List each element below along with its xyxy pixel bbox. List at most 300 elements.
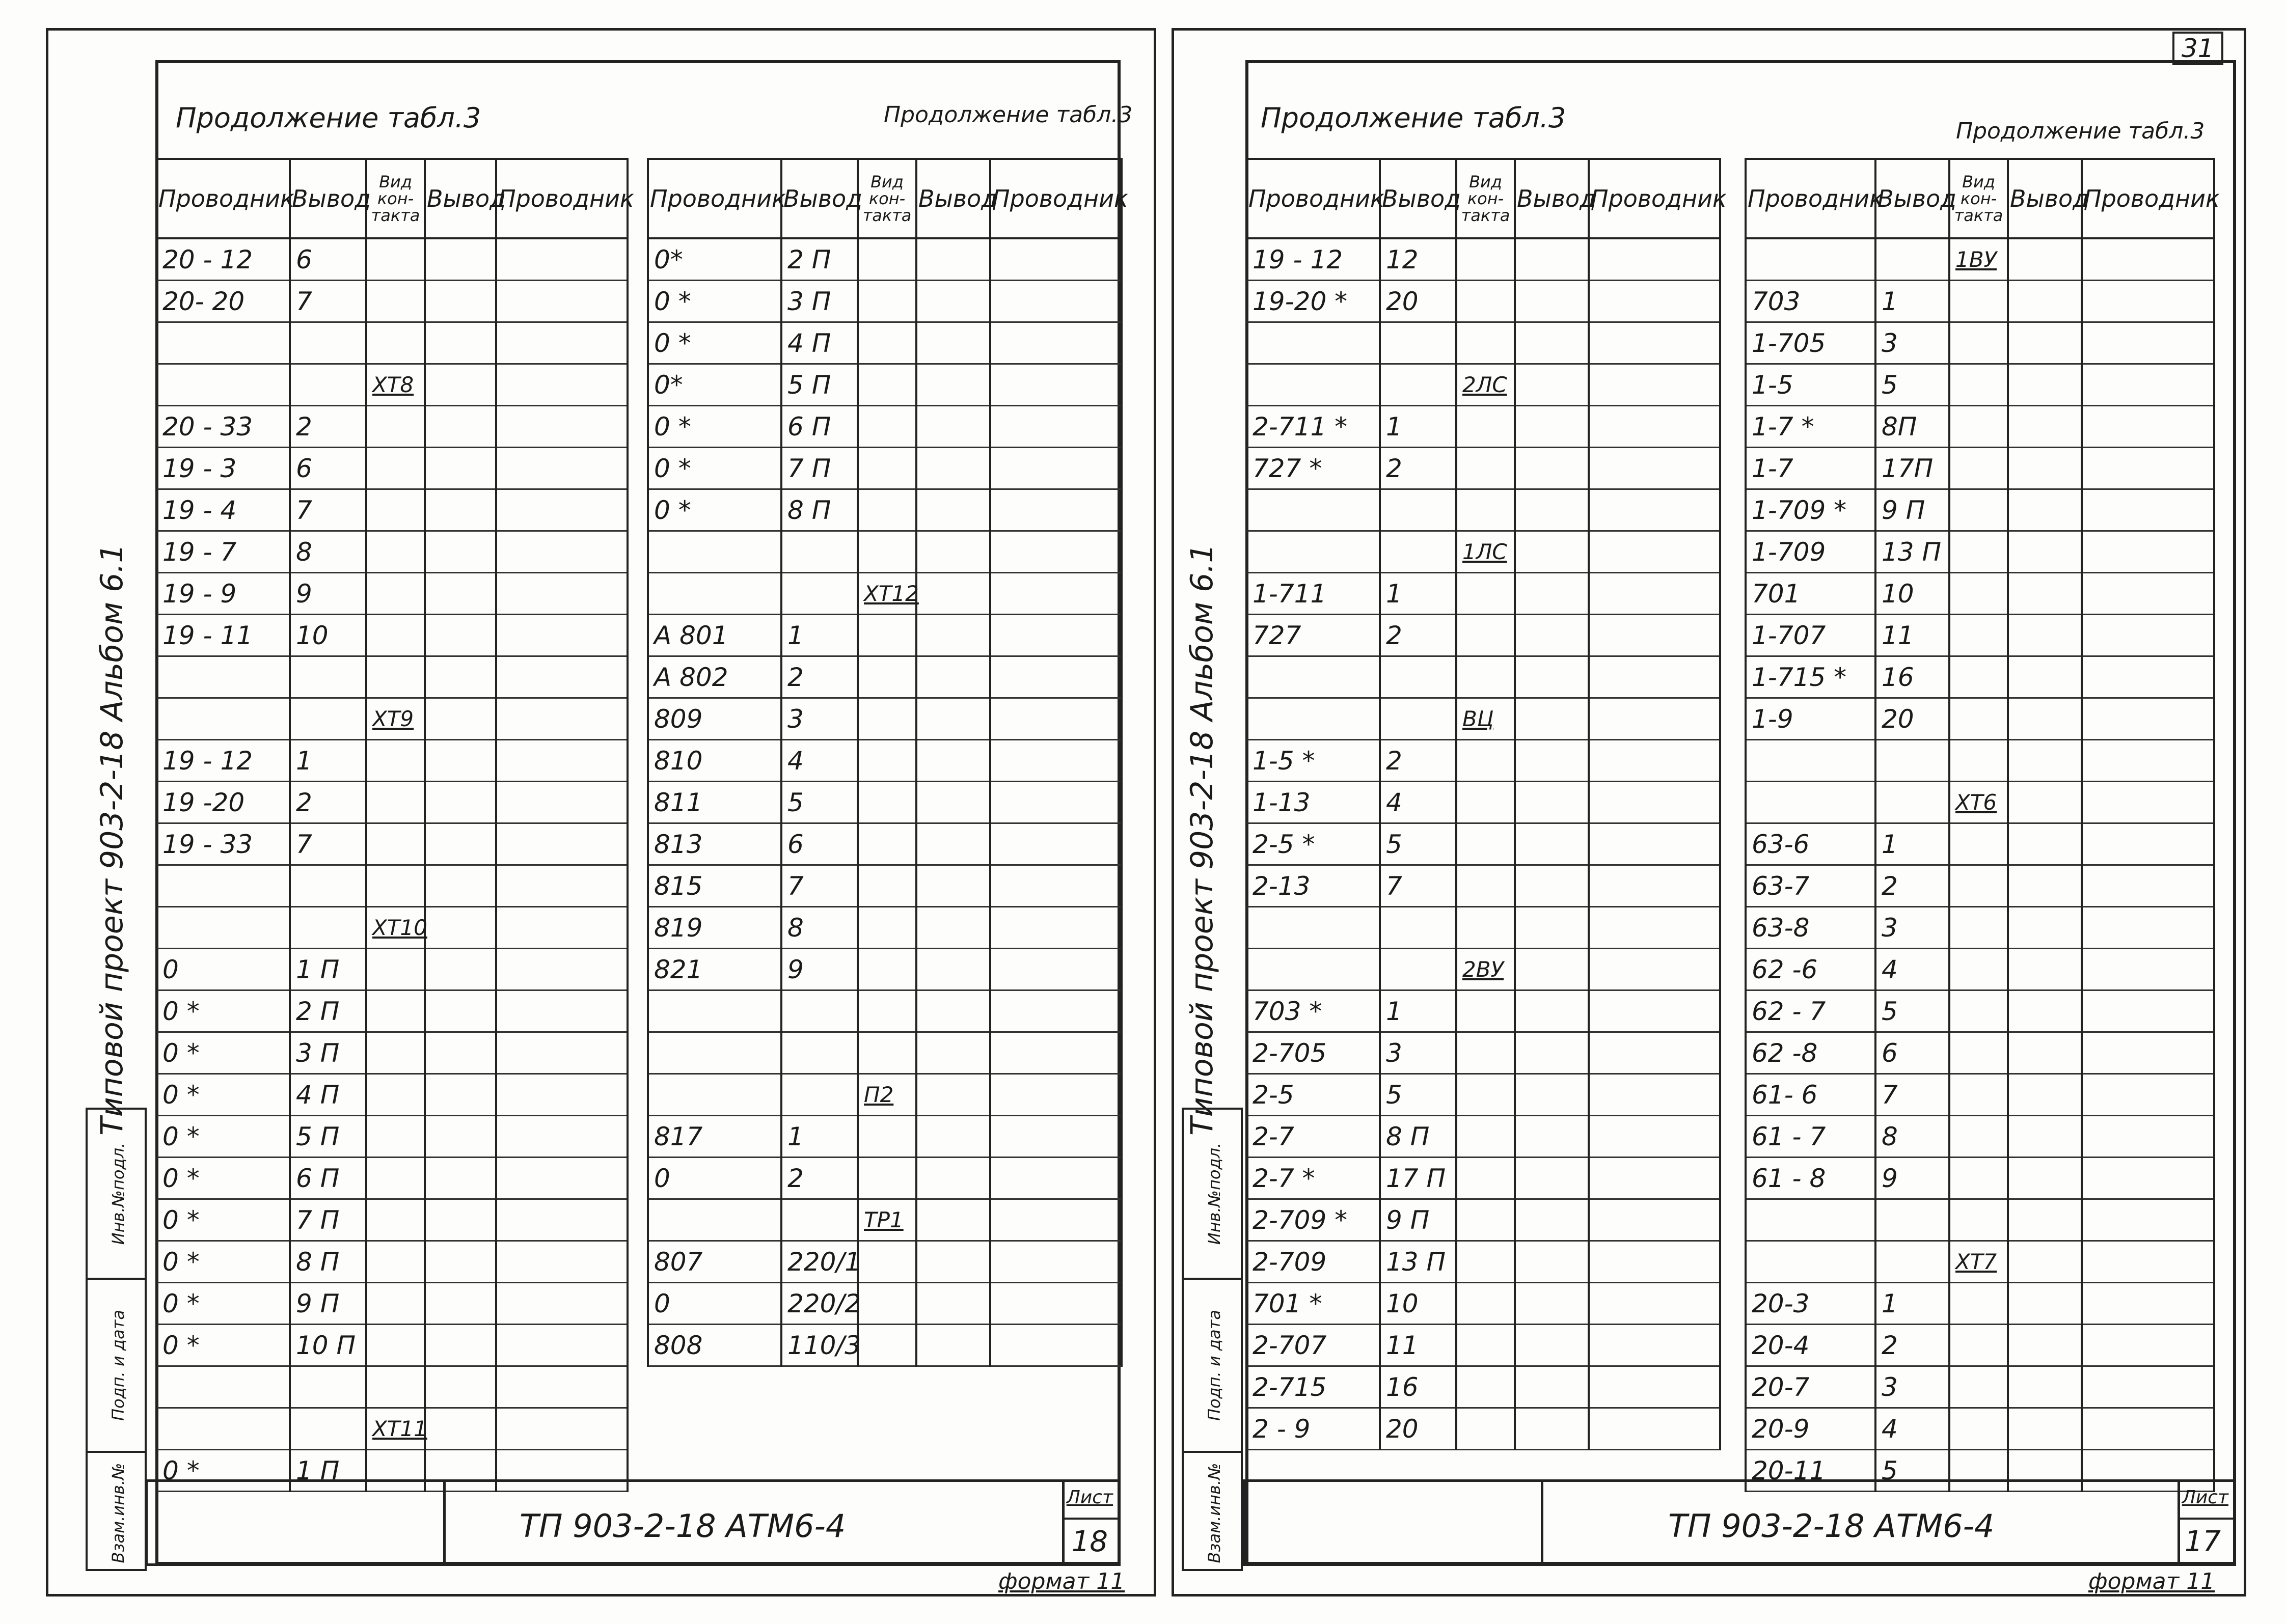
table-cell: 2-7 [1246, 1116, 1380, 1158]
table-cell: 0* [648, 238, 781, 281]
table-cell: 62 -6 [1746, 949, 1875, 990]
table-row [1746, 406, 2214, 448]
table-cell [366, 949, 425, 990]
table-cell [858, 1116, 916, 1158]
table-cell [1875, 238, 1949, 281]
table-row [1746, 1325, 2214, 1366]
col-header: Проводник [1246, 159, 1380, 238]
table-cell [425, 656, 496, 698]
table-cell: 1-7 [1746, 448, 1875, 489]
table-cell [1515, 1366, 1589, 1408]
table-cell [1246, 698, 1380, 740]
table-cell [1456, 990, 1515, 1032]
table-row [648, 656, 1122, 698]
table-cell [2008, 698, 2082, 740]
table-cell [990, 1199, 1122, 1241]
table-cell [648, 990, 781, 1032]
table-cell: 2-707 [1246, 1325, 1380, 1366]
table-cell [1456, 281, 1515, 322]
table-cell: 20 [1380, 281, 1456, 322]
table-cell [1456, 656, 1515, 698]
table-cell [1246, 949, 1380, 990]
table-cell [1456, 1074, 1515, 1116]
table-header-row [1746, 159, 2214, 238]
table-cell [858, 615, 916, 656]
table-row [156, 990, 628, 1032]
table-cell: 2-709 [1246, 1241, 1380, 1283]
table-cell [858, 448, 916, 489]
table-cell [990, 782, 1122, 823]
table-cell [1746, 1199, 1875, 1241]
table-cell [1949, 865, 2008, 907]
col-header: Проводник [1589, 159, 1720, 238]
table-cell [858, 406, 916, 448]
table-cell [858, 364, 916, 406]
table-cell: 2 [1380, 448, 1456, 489]
table-cell [1246, 364, 1380, 406]
table-row [1246, 907, 1720, 949]
table-cell [858, 1325, 916, 1366]
table-cell: 0 * [156, 1032, 290, 1074]
table-cell [1456, 615, 1515, 656]
table-cell [1515, 1241, 1589, 1283]
table-cell [1949, 698, 2008, 740]
table-cell [990, 1325, 1122, 1366]
table-cell [156, 656, 290, 698]
table-cell [425, 573, 496, 615]
table-cell [990, 1283, 1122, 1325]
table-cell: 19 -20 [156, 782, 290, 823]
table-cell: 2-5 [1246, 1074, 1380, 1116]
table-cell [2008, 531, 2082, 573]
table-cell [1949, 531, 2008, 573]
table-cell [496, 322, 628, 364]
table-cell [858, 990, 916, 1032]
table-cell [1515, 990, 1589, 1032]
table-cell [1949, 615, 2008, 656]
table-cell [1949, 406, 2008, 448]
table-cell [2082, 865, 2214, 907]
table-row [648, 990, 1122, 1032]
table-cell [496, 1032, 628, 1074]
table-cell [2008, 1241, 2082, 1283]
table-cell [496, 615, 628, 656]
table-cell [425, 823, 496, 865]
table-cell [858, 740, 916, 782]
table-cell [916, 1116, 990, 1158]
table-cell [366, 573, 425, 615]
table-row [1246, 531, 1720, 573]
strip-label: Взам.инв.№ [108, 1463, 128, 1563]
table-cell: 3 [1380, 1032, 1456, 1074]
table-cell [2008, 990, 2082, 1032]
table-cell [366, 531, 425, 573]
table-cell: 1 [1875, 823, 1949, 865]
table-cell: 2 - 9 [1246, 1408, 1380, 1450]
table-row [156, 489, 628, 531]
table-cell [916, 1325, 990, 1366]
table-cell [366, 1366, 425, 1408]
table-cell: 4 П [781, 322, 858, 364]
table-cell [1456, 406, 1515, 448]
left-margin-title [94, 168, 155, 1136]
col-header: Вывод [425, 159, 496, 238]
table-cell [916, 1241, 990, 1283]
table-cell [916, 406, 990, 448]
table-cell: 7 [290, 281, 366, 322]
table-cell [916, 364, 990, 406]
table-cell [648, 573, 781, 615]
col-header: Проводник [2082, 159, 2214, 238]
table-cell: 17 П [1380, 1158, 1456, 1199]
table-cell [916, 782, 990, 823]
stamp-divider [1062, 1482, 1065, 1563]
table-cell [290, 865, 366, 907]
table-cell [425, 949, 496, 990]
table-cell [2008, 1074, 2082, 1116]
table-cell [496, 698, 628, 740]
table-cell [1949, 1325, 2008, 1366]
table-cell: 6 [781, 823, 858, 865]
table-cell [648, 1074, 781, 1116]
table-cell [2008, 448, 2082, 489]
table-cell [2008, 573, 2082, 615]
table-cell: 12 [1380, 238, 1456, 281]
table-cell: 0 * [156, 1450, 290, 1492]
table-row [1746, 489, 2214, 531]
strip-label: Подп. и дата [108, 1310, 128, 1421]
table-row [1246, 1158, 1720, 1199]
table-cell [1589, 1074, 1720, 1116]
table-cell: 0 * [648, 281, 781, 322]
table-cell [1515, 1158, 1589, 1199]
table-cell: 2 [1875, 865, 1949, 907]
table-cell [496, 406, 628, 448]
table-cell: 13 П [1380, 1241, 1456, 1283]
table-cell [1949, 949, 2008, 990]
table-cell: 9 П [1875, 489, 1949, 531]
table-cell: 20- 20 [156, 281, 290, 322]
table-cell [366, 322, 425, 364]
stamp-divider [1541, 1482, 1543, 1563]
table-cell [366, 489, 425, 531]
table-cell: 6 [290, 238, 366, 281]
table-cell: 0 * [156, 1116, 290, 1158]
table-cell [1949, 1032, 2008, 1074]
table-cell [916, 489, 990, 531]
table-cell [858, 281, 916, 322]
table-cell [1949, 990, 2008, 1032]
table-cell [1949, 1199, 2008, 1241]
table-cell [425, 740, 496, 782]
table-cell [156, 698, 290, 740]
table-cell: 3 П [781, 281, 858, 322]
table-cell: А 801 [648, 615, 781, 656]
table-row [1746, 1032, 2214, 1074]
table-cell [916, 531, 990, 573]
table-row [1246, 949, 1720, 990]
table-cell [1589, 990, 1720, 1032]
table-cell [990, 573, 1122, 615]
table-row [648, 615, 1122, 656]
table-cell [1949, 907, 2008, 949]
table-row [1746, 698, 2214, 740]
table-cell: 2 [781, 656, 858, 698]
table-cell: 1 [1875, 281, 1949, 322]
col-header: Проводник [990, 159, 1122, 238]
table-cell [1515, 1408, 1589, 1450]
table-row [1246, 740, 1720, 782]
table-cell: 2ВУ [1456, 949, 1515, 990]
table-row [648, 823, 1122, 865]
table-cell: 13 П [1875, 531, 1949, 573]
table-cell [1380, 364, 1456, 406]
table-cell: 2-715 [1246, 1366, 1380, 1408]
table-cell [2008, 1283, 2082, 1325]
table-row [156, 1158, 628, 1199]
table-cell: 2-5 * [1246, 823, 1380, 865]
table-cell [496, 489, 628, 531]
table-cell [1456, 1325, 1515, 1366]
table-cell: 3 [1875, 322, 1949, 364]
table-row [156, 1283, 628, 1325]
table-cell [425, 1074, 496, 1116]
table-row [648, 531, 1122, 573]
table-cell: 5 [1380, 1074, 1456, 1116]
table-cell: 3 [1875, 907, 1949, 949]
table-cell [1949, 573, 2008, 615]
table-cell [496, 531, 628, 573]
table-cell [2008, 238, 2082, 281]
table-cell [990, 740, 1122, 782]
table-cell [1515, 1032, 1589, 1074]
stamp-divider [2178, 1482, 2180, 1563]
table-cell: А 802 [648, 656, 781, 698]
table-cell: 8 [1875, 1116, 1949, 1158]
table-cell [496, 448, 628, 489]
table-cell [990, 1241, 1122, 1283]
table-cell [916, 1283, 990, 1325]
table-cell: 2 [1380, 615, 1456, 656]
table-cell [1456, 1241, 1515, 1283]
table-cell: 19-20 * [1246, 281, 1380, 322]
table-cell [1589, 1408, 1720, 1450]
table-cell: 727 * [1246, 448, 1380, 489]
table-row [1246, 573, 1720, 615]
table-cell [1380, 907, 1456, 949]
col-header: Проводник [1746, 159, 1875, 238]
table-row [1746, 1408, 2214, 1450]
table-cell [2082, 740, 2214, 782]
table-cell [2008, 949, 2082, 990]
table-cell [2008, 1116, 2082, 1158]
table-cell: 1 [290, 740, 366, 782]
table-cell [990, 448, 1122, 489]
table-cell [1589, 322, 1720, 364]
table-cell [496, 1325, 628, 1366]
table-row [648, 1032, 1122, 1074]
table-cell: 7 [1875, 1074, 1949, 1116]
table-cell [2082, 1116, 2214, 1158]
page-number: 31 [2172, 32, 2223, 65]
table-cell [366, 782, 425, 823]
table-cell: 62 -8 [1746, 1032, 1875, 1074]
table-cell: 8П [1875, 406, 1949, 448]
table-cell: 110/3 [781, 1325, 858, 1366]
table-cell: 1-711 [1246, 573, 1380, 615]
table-row [1246, 1116, 1720, 1158]
table-cell: 3 [781, 698, 858, 740]
table-cell [1515, 1199, 1589, 1241]
table-cell: 0 * [156, 1241, 290, 1283]
table-cell [496, 573, 628, 615]
left-format-label: формат 11 [998, 1568, 1125, 1594]
table-row [1246, 238, 1720, 281]
table-cell [1589, 1283, 1720, 1325]
table-cell [290, 1366, 366, 1408]
table-cell: 7 П [781, 448, 858, 489]
table-cell: 0 * [156, 1199, 290, 1241]
table-cell [2082, 1158, 2214, 1199]
table-cell [156, 364, 290, 406]
table-cell: 817 [648, 1116, 781, 1158]
table-cell [496, 656, 628, 698]
table-cell: 6 П [781, 406, 858, 448]
left-sheet-caption-2: Продолжение табл.3 [884, 102, 1133, 128]
strip-cell-vzam-inv [88, 1451, 145, 1573]
table-row [1246, 448, 1720, 489]
table-cell: 2 [290, 782, 366, 823]
table-cell [990, 949, 1122, 990]
table-cell: 0 * [648, 322, 781, 364]
table-cell [366, 1116, 425, 1158]
table-cell [1515, 865, 1589, 907]
table-cell [916, 823, 990, 865]
table-row [1246, 322, 1720, 364]
table-cell [916, 865, 990, 907]
table-cell [1456, 1366, 1515, 1408]
table-cell [366, 448, 425, 489]
table-cell [366, 1158, 425, 1199]
table-cell [496, 1283, 628, 1325]
table-cell [2082, 1241, 2214, 1283]
table-cell [1949, 1366, 2008, 1408]
table-cell: 1-7 * [1746, 406, 1875, 448]
right-format-label: формат 11 [2088, 1568, 2215, 1594]
table-cell [2008, 740, 2082, 782]
table-cell [2008, 823, 2082, 865]
table-cell [1515, 740, 1589, 782]
table-cell [858, 949, 916, 990]
table-cell [2008, 865, 2082, 907]
table-cell: 9 [781, 949, 858, 990]
table-cell [2082, 1325, 2214, 1366]
table-cell: 808 [648, 1325, 781, 1366]
table-cell [1589, 615, 1720, 656]
table-cell: ХТ7 [1949, 1241, 2008, 1283]
table-cell [1589, 1325, 1720, 1366]
table-cell [2082, 281, 2214, 322]
table-row [1746, 615, 2214, 656]
table-cell [425, 1032, 496, 1074]
table-cell [2008, 656, 2082, 698]
col-header: Проводник [648, 159, 781, 238]
sheet-label: Лист [1066, 1487, 1113, 1508]
table-cell: 1-9 [1746, 698, 1875, 740]
table-cell [916, 949, 990, 990]
table-cell [366, 281, 425, 322]
table-cell [781, 531, 858, 573]
table-cell [2082, 949, 2214, 990]
table-cell [496, 1366, 628, 1408]
table-cell [858, 322, 916, 364]
table-cell [1515, 1325, 1589, 1366]
table-cell [1380, 698, 1456, 740]
table-cell: 1 [1380, 573, 1456, 615]
table-cell: 10 [290, 615, 366, 656]
table-cell: 819 [648, 907, 781, 949]
table-cell [1589, 281, 1720, 322]
table-row [648, 1241, 1122, 1283]
table-cell: 5 П [781, 364, 858, 406]
table-cell: 1ЛС [1456, 531, 1515, 573]
table-cell: 0 * [156, 1158, 290, 1199]
table-cell [1589, 782, 1720, 823]
table-cell: ХТ11 [366, 1408, 425, 1450]
table-cell [990, 615, 1122, 656]
table-cell [1949, 740, 2008, 782]
table-row [156, 406, 628, 448]
table-cell [916, 1158, 990, 1199]
table-cell [290, 364, 366, 406]
table-cell [990, 489, 1122, 531]
table-cell [2082, 448, 2214, 489]
table-cell: 19 - 33 [156, 823, 290, 865]
table-cell [290, 322, 366, 364]
table-row [648, 281, 1122, 322]
table-row [156, 907, 628, 949]
table-cell [366, 238, 425, 281]
table-cell: 20-3 [1746, 1283, 1875, 1325]
table-cell [648, 1032, 781, 1074]
table-cell [1515, 615, 1589, 656]
table-row [156, 615, 628, 656]
table-cell [366, 865, 425, 907]
table-row [156, 322, 628, 364]
table-cell: 19 - 7 [156, 531, 290, 573]
table-cell [1515, 656, 1589, 698]
table-row [1246, 1283, 1720, 1325]
table-cell [858, 907, 916, 949]
table-cell [916, 698, 990, 740]
table-cell: 815 [648, 865, 781, 907]
table-cell [2008, 364, 2082, 406]
table-cell [2008, 1158, 2082, 1199]
table-cell: 727 [1246, 615, 1380, 656]
table-cell [858, 1158, 916, 1199]
table-cell [1515, 531, 1589, 573]
table-cell: 1-5 [1746, 364, 1875, 406]
table-cell [1589, 1116, 1720, 1158]
table-cell [2082, 656, 2214, 698]
table-row [156, 1116, 628, 1158]
table-cell [425, 448, 496, 489]
table-cell: 8 П [290, 1241, 366, 1283]
table-cell [366, 656, 425, 698]
table-cell: 9 [1875, 1158, 1949, 1199]
table-cell [1515, 406, 1589, 448]
table-cell: 7 [781, 865, 858, 907]
